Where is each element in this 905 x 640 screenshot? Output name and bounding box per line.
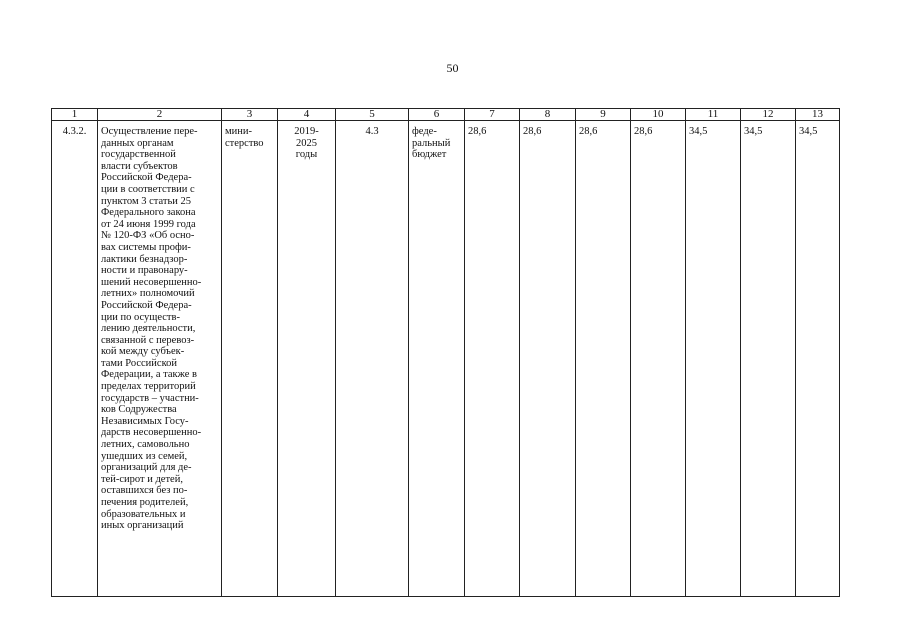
- row-value: 28,6: [465, 121, 520, 597]
- row-value: 34,5: [796, 121, 840, 597]
- column-header: 10: [631, 109, 686, 121]
- row-period: 2019- 2025 годы: [278, 121, 336, 597]
- column-header: 5: [336, 109, 409, 121]
- column-header: 4: [278, 109, 336, 121]
- column-header: 3: [222, 109, 278, 121]
- column-header: 13: [796, 109, 840, 121]
- row-executor: мини- стерство: [222, 121, 278, 597]
- column-header: 1: [52, 109, 98, 121]
- column-header: 2: [98, 109, 222, 121]
- table-row: [52, 121, 840, 597]
- row-value: 28,6: [520, 121, 576, 597]
- column-header: 12: [741, 109, 796, 121]
- column-header: 6: [409, 109, 465, 121]
- column-header: 8: [520, 109, 576, 121]
- page-number: 50: [446, 61, 459, 75]
- row-goal-ref: 4.3: [336, 121, 409, 597]
- column-header: 7: [465, 109, 520, 121]
- row-value: 28,6: [631, 121, 686, 597]
- row-code: 4.3.2.: [52, 121, 98, 597]
- row-value: 34,5: [741, 121, 796, 597]
- row-description: Осуществление пере- данных органам государственной власти субъектов Российской Федера- ции в соответствии с пунктом 3 статьи 25 Федерального закона от 24 июня 1999 года № 120-ФЗ «Об осно- вах системы профи- лактики безнадзор- ности и правонару- шений несовершенно- летних» полномочий Российской Федера- ции по осуществ- лению деятельности, связанной с перевоз- кой между субъек- тами Российской Федерации, а также в пределах территорий государств – участни- ков Содружества Независимых Госу- дарств несовершенно- летних, самовольно ушедших из семей, организаций для де- тей-сирот и детей, оставшихся без по- печения родителей, образовательных и иных организаций: [98, 121, 222, 597]
- column-header: 11: [686, 109, 741, 121]
- row-value: 34,5: [686, 121, 741, 597]
- table-header-row: [52, 109, 840, 121]
- row-funding-source: феде- ральный бюджет: [409, 121, 465, 597]
- budget-table: [51, 108, 840, 597]
- row-value: 28,6: [576, 121, 631, 597]
- column-header: 9: [576, 109, 631, 121]
